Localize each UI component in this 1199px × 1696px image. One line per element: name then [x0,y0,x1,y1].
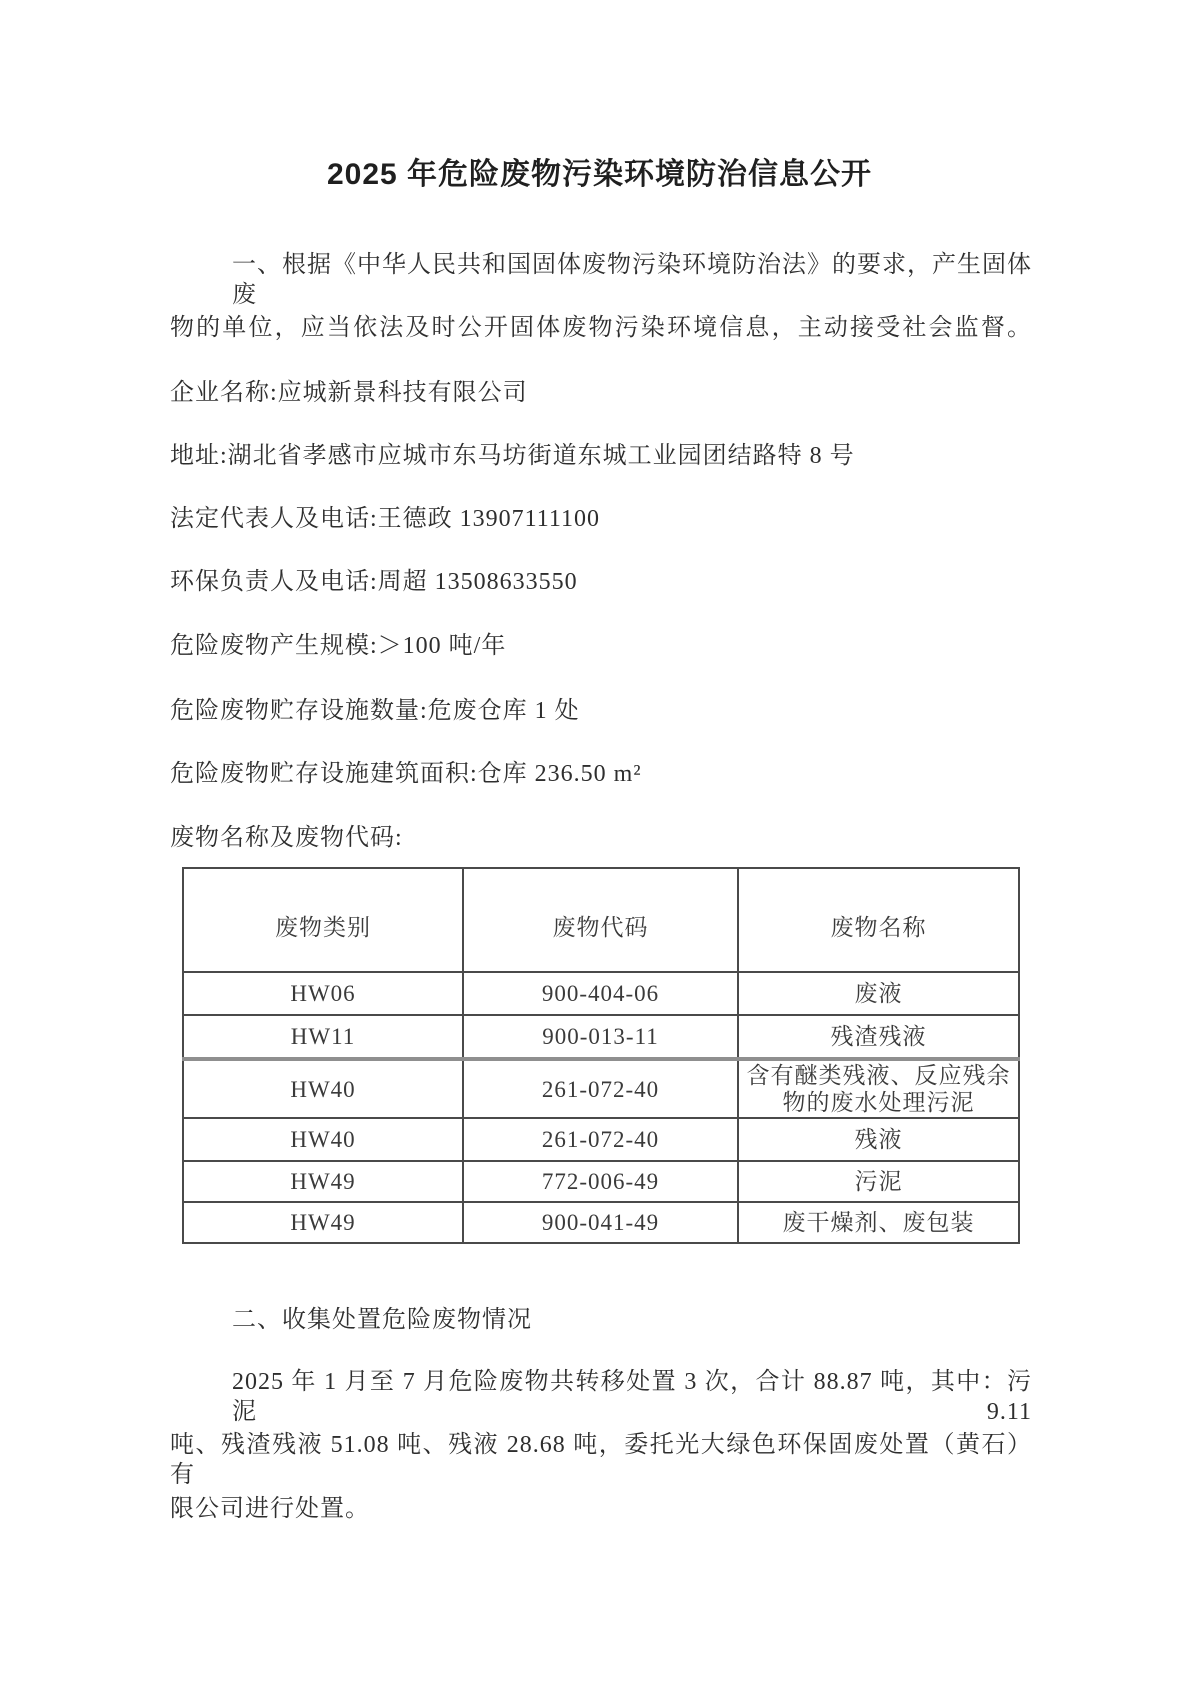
waste-name-cell: 废液 [738,972,1019,1015]
info-line-legal-representative-phone: 法定代表人及电话:王德政 13907111100 [170,506,600,532]
section2-heading: 二、收集处置危险废物情况 [232,1307,532,1333]
waste-name-cell: 污泥 [738,1161,1019,1202]
waste-code-cell: 261-072-40 [463,1059,738,1118]
waste-category-cell: HW40 [183,1059,463,1118]
info-line-address: 地址:湖北省孝感市应城市东马坊街道东城工业园团结路特 8 号 [170,443,855,469]
intro-paragraph-line-2: 物的单位，应当依法及时公开固体废物污染环境信息，主动接受社会监督。 [170,315,1032,341]
waste-table-header-name: 废物名称 [738,868,1019,972]
waste-category-cell: HW11 [183,1015,463,1059]
waste-code-cell: 900-404-06 [463,972,738,1015]
waste-name-cell: 残液 [738,1118,1019,1161]
table-row [183,1161,1019,1202]
waste-code-cell: 900-013-11 [463,1015,738,1059]
waste-category-cell: HW06 [183,972,463,1015]
waste-category-cell: HW40 [183,1118,463,1161]
waste-name-cell: 含有醚类残液、反应残余物的废水处理污泥 [738,1059,1019,1118]
info-line-waste-production-scale: 危险废物产生规模:＞100 吨/年 [170,633,507,659]
table-row [183,972,1019,1015]
waste-code-cell: 261-072-40 [463,1118,738,1161]
waste-code-cell: 772-006-49 [463,1161,738,1202]
table-row [183,1015,1019,1059]
info-line-waste-name-code-label: 废物名称及废物代码: [170,825,403,851]
waste-code-cell: 900-041-49 [463,1202,738,1243]
section2-paragraph-line-2: 吨、残渣残液 51.08 吨、残液 28.68 吨，委托光大绿色环保固废处置（黄石）有 [170,1432,1032,1488]
info-line-storage-facility-count: 危险废物贮存设施数量:危废仓库 1 处 [170,698,580,724]
info-line-environment-officer-phone: 环保负责人及电话:周超 13508633550 [170,569,578,595]
waste-name-cell: 残渣残液 [738,1015,1019,1059]
section2-paragraph-line-1: 2025 年 1 月至 7 月危险废物共转移处置 3 次，合计 88.87 吨，其中：污泥 9.11 [232,1369,1032,1425]
waste-table-header-row [183,868,1019,972]
table-row [183,1118,1019,1161]
waste-table-header-category: 废物类别 [183,868,463,972]
document-title: 2025 年危险废物污染环境防治信息公开 [326,158,873,191]
info-line-storage-facility-area: 危险废物贮存设施建筑面积:仓库 236.50 m² [170,761,642,787]
intro-paragraph-line-1: 一、根据《中华人民共和国固体废物污染环境防治法》的要求，产生固体废 [232,252,1032,308]
waste-category-cell: HW49 [183,1161,463,1202]
info-line-company-name: 企业名称:应城新景科技有限公司 [170,380,528,406]
table-row [183,1202,1019,1243]
waste-name-cell: 废干燥剂、废包装 [738,1202,1019,1243]
table-row [183,1059,1019,1118]
waste-table-header-code: 废物代码 [463,868,738,972]
waste-category-cell: HW49 [183,1202,463,1243]
section2-paragraph-line-3: 限公司进行处置。 [170,1496,370,1522]
waste-code-table [182,867,1020,1244]
